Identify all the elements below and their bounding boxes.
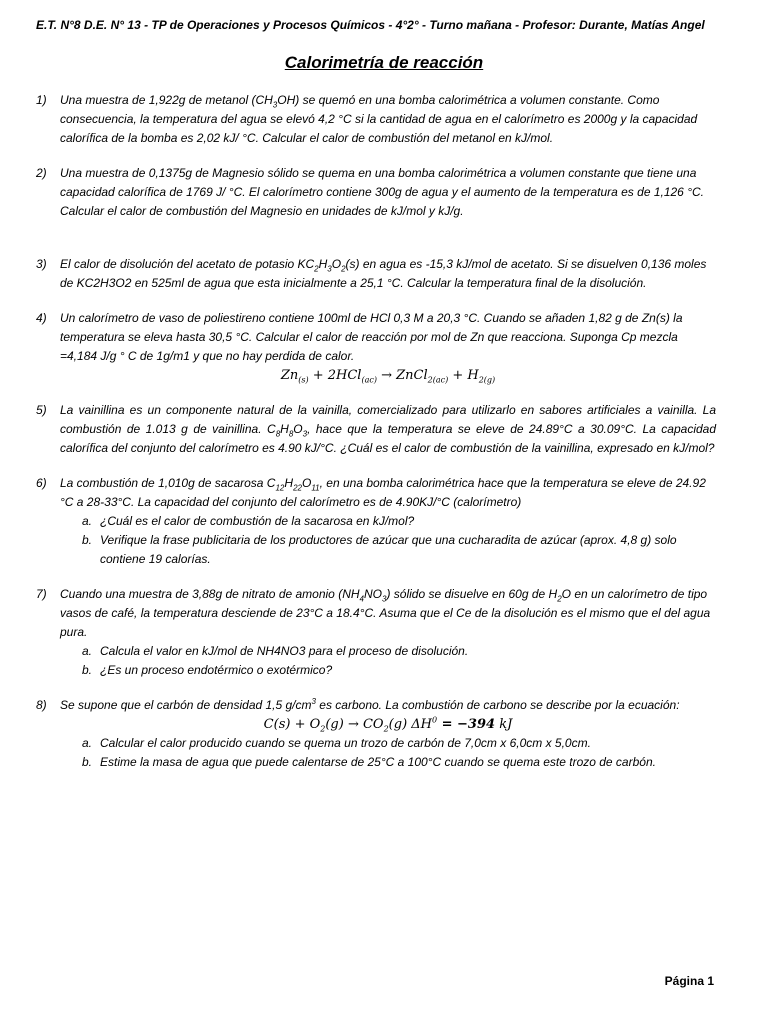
problem-text: Cuando una muestra de 3,88g de nitrato de amonio $(NH_4NO_3)$ sólido se disuelve en 60g de $H_2O$ en un calorímetro de tipo vasos de café, la temperatura desciende de 23°C a 18.4°C. Asuma que el Ce de la disolución es el mismo que el del agua pura.	[60, 587, 711, 639]
problem-1	[36, 91, 716, 148]
problem-2	[36, 164, 716, 221]
problem-number: 5)	[36, 403, 47, 417]
document-header: E.T. N°8 D.E. N° 13 - TP de Operaciones y Procesos Químicos - 4°2° - Turno mañana - Profesor: Durante, Matías Angel	[36, 18, 705, 32]
problem-text: Una muestra de 1,922g de metanol $(CH_3OH)$ se quemó en una bomba calorimétrica a volumen constante. Como consecuencia, la temperatura del agua se elevó 4,2 °C si la cantidad de agua en el calorímetro es 2000g y la capacidad calorífica de la bomba es 2,02 kJ/ °C. Calcular el calor de combustión del metanol en kJ/mol.	[60, 93, 698, 145]
problem-number: 1)	[36, 93, 47, 107]
problem-text: Una muestra de 0,1375g de Magnesio sólido se quema en una bomba calorimétrica a volumen constante que tiene una capacidad calorífica de 1769 J/ °C. El calorímetro contiene 300g de agua y el aumento de la temperatura es de 1,126 °C. Calcular el calor de combustión del Magnesio en unidades de kJ/mol y kJ/g.	[60, 166, 704, 218]
problem-6	[36, 474, 716, 569]
sub-question-list	[60, 734, 716, 772]
problem-text: Se supone que el carbón de densidad 1,5 $g/cm^3$ es carbono. La combustión de carbono se describe por la ecuación:	[60, 697, 680, 712]
sub-question: b. Estime la masa de agua que puede calentarse de 25°C a 100°C cuando se quema este trozo de carbón.	[82, 755, 656, 769]
reaction-equation: $Zn_{(s)} + 2HCl_{(ac)}$ → ZnCl$_{2(ac)}$ + $H_{2(g)}$	[280, 368, 496, 385]
problem-text: La vainillina es un componente natural de la vainilla, comercializado para utilizarlo en sabores artificiales a vainilla. La combustión de 1.013 g de vainillina. $C_8H_8O_3$, hace que la temperatura se eleve de 24.89°C a 30.09°C. La capacidad calorífica del conjunto del calorímetro es 4.90 kJ/°C. ¿Cuál es el calor de combustión de la vainillina, expresado en kJ/mol?	[60, 403, 717, 455]
sub-question-list	[60, 642, 716, 680]
problem-number: 6)	[36, 476, 47, 490]
problem-7	[36, 585, 716, 680]
problem-number: 3)	[36, 257, 47, 271]
problem-number: 7)	[36, 587, 47, 601]
problem-number: 4)	[36, 311, 47, 325]
page-title: Calorimetría de reacción	[284, 53, 484, 72]
problem-number: 8)	[36, 698, 47, 712]
problem-text: El calor de disolución del acetato de potasio $KC_2H_3O_2(s)$ en agua es -15,3 kJ/mol de acetato. Si se disuelven 0,136 moles de KC2H3O2 en 525ml de agua que esta inicialmente a 25,1 °C. Calcular la temperatura final de la disolución.	[60, 257, 707, 290]
sub-question: b. ¿Es un proceso endotérmico o exotérmico?	[82, 663, 333, 677]
sub-question-list	[60, 512, 716, 569]
problem-4	[36, 309, 716, 385]
problem-text: Un calorímetro de vaso de poliestireno contiene 100ml de HCl 0,3 M a 20,3 °C. Cuando se añaden 1,82 g de Zn(s) la temperatura se eleva hasta 30,5 °C. Calcular el calor de reacción por mol de Zn que reacciona. Suponga Cp mezcla =4,184 J/g ° C de 1g/m1 y que no hay perdida de calor.	[60, 311, 683, 363]
page-number: Página 1	[664, 974, 714, 988]
problem-list	[36, 91, 716, 772]
problem-8	[36, 696, 716, 772]
combustion-equation: $C(s) + O_2(g) \to CO_2(g) \Delta H^0 = -394$ kJ	[263, 715, 513, 734]
sub-question: b. Verifique la frase publicitaria de los productores de azúcar que una cucharadita de azúcar (aprox. 4,8 g) solo contiene 19 calorías.	[82, 533, 677, 566]
problem-text: La combustión de 1,010g de sacarosa $C_{12}H_{22}O_{11}$, en una bomba calorimétrica hace que la temperatura se eleve de 24.92 °C a 28-33°C. La capacidad del conjunto del calorímetro es de 4.90KJ/°C (calorímetro)	[60, 476, 706, 509]
problem-5	[36, 401, 716, 458]
sub-question: a. Calcular el calor producido cuando se quema un trozo de carbón de 7,0cm x 6,0cm x 5,0cm.	[82, 736, 591, 750]
sub-question: a. ¿Cuál es el calor de combustión de la sacarosa en kJ/mol?	[82, 514, 415, 528]
problem-3	[36, 255, 716, 293]
sub-question: a. Calcula el valor en kJ/mol de NH4NO3 para el proceso de disolución.	[82, 644, 469, 658]
problem-number: 2)	[36, 166, 47, 180]
